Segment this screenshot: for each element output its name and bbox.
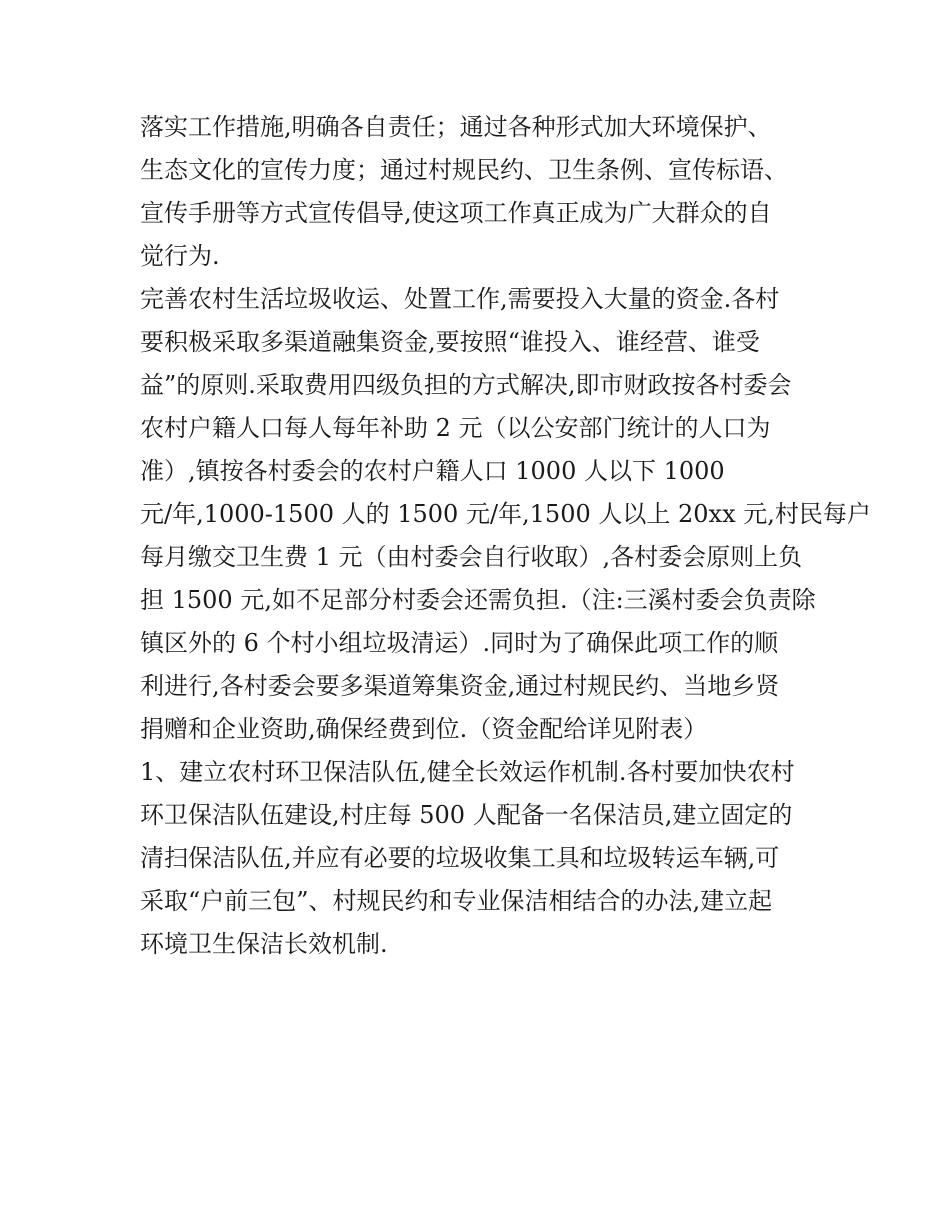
text-line: 捐赠和企业资助,确保经费到位.（资金配给详见附表） — [140, 715, 708, 743]
text-line: 每月缴交卫生费 1 元（由村委会自行收取）,各村委会原则上负 — [140, 543, 803, 571]
text-line: 宣传手册等方式宣传倡导,使这项工作真正成为广大群众的自 — [140, 199, 772, 227]
text-line: 完善农村生活垃圾收运、处置工作,需要投入大量的资金.各村 — [140, 285, 780, 313]
text-line: 担 1500 元,如不足部分村委会还需负担.（注:三溪村委会负责除 — [140, 586, 816, 614]
text-line: 觉行为. — [140, 242, 220, 270]
text-line: 农村户籍人口每人每年补助 2 元（以公安部门统计的人口为 — [140, 414, 771, 442]
text-line: 1、建立农村环卫保洁队伍,健全长效运作机制.各村要加快农村 — [140, 758, 795, 786]
text-line: 环卫保洁队伍建设,村庄每 500 人配备一名保洁员,建立固定的 — [140, 801, 793, 829]
document-body — [140, 106, 871, 966]
text-line: 清扫保洁队伍,并应有必要的垃圾收集工具和垃圾转运车辆,可 — [140, 844, 780, 872]
text-line: 生态文化的宣传力度；通过村规民约、卫生条例、宣传标语、 — [140, 156, 788, 184]
text-line: 镇区外的 6 个村小组垃圾清运）.同时为了确保此项工作的顺 — [140, 629, 779, 657]
text-line: 落实工作措施,明确各自责任；通过各种形式加大环境保护、 — [140, 113, 772, 141]
text-line: 要积极采取多渠道融集资金,要按照“谁投入、谁经营、谁受 — [140, 328, 760, 356]
text-line: 环境卫生保洁长效机制. — [140, 930, 388, 958]
text-line: 利进行,各村委会要多渠道筹集资金,通过村规民约、当地乡贤 — [140, 672, 780, 700]
text-line: 元/年,1000-1500 人的 1500 元/年,1500 人以上 20xx 元,村民每户 — [140, 500, 871, 528]
text-line: 采取“户前三包”、村规民约和专业保洁相结合的办法,建立起 — [140, 887, 773, 915]
text-line: 准）,镇按各村委会的农村户籍人口 1000 人以下 1000 — [140, 457, 725, 485]
text-line: 益”的原则.采取费用四级负担的方式解决,即市财政按各村委会 — [140, 371, 792, 399]
